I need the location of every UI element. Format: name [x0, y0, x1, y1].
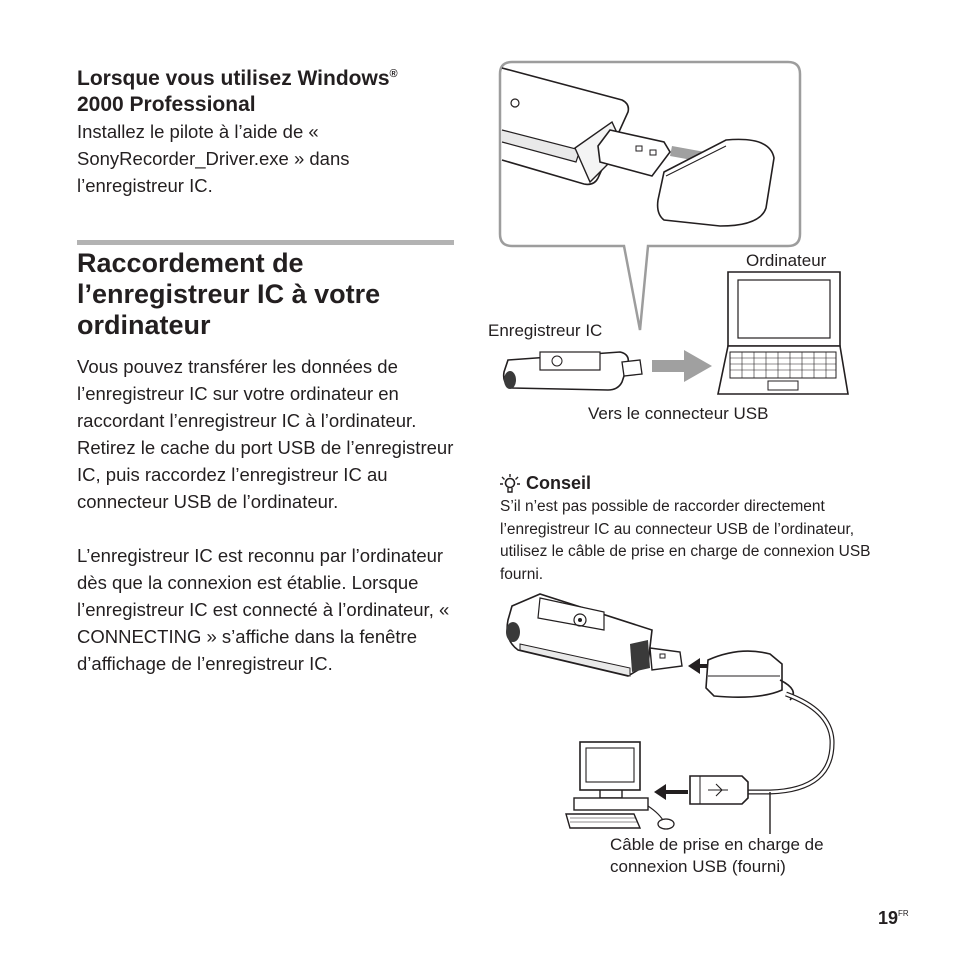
label-cable	[610, 834, 824, 878]
section-title-line2: l’enregistreur IC à votre	[77, 279, 381, 309]
subsection-title-line2: 2000 Professional	[77, 93, 256, 116]
page-lang: FR	[898, 909, 909, 918]
label-cable-line1: Câble de prise en charge de	[610, 835, 824, 854]
page-number	[878, 908, 909, 929]
tip-title: Conseil	[526, 473, 592, 493]
label-recorder: Enregistreur IC	[488, 321, 603, 340]
label-cable-line2: connexion USB (fourni)	[610, 857, 786, 876]
section-title-line1: Raccordement de	[77, 248, 304, 278]
label-usb-connector: Vers le connecteur USB	[588, 404, 769, 423]
tip-body: S’il n’est pas possible de raccorder directement l’enregistreur IC au connecteur USB de l’ordinateur, utilisez le câble de prise en charge de connexion USB fourni.	[500, 498, 871, 583]
label-computer: Ordinateur	[746, 251, 827, 270]
section-body-p1: Vous pouvez transférer les données de l’enregistreur IC sur votre ordinateur en raccordant l’enregistreur IC à l’ordinateur. Retirez le cache du port USB de l’enregistreur IC, puis raccordez l’enregistreur IC au connecteur USB de l’ordinateur.	[77, 356, 454, 512]
subsection-body: Installez le pilote à l’aide de « SonyRecorder_Driver.exe » dans l’enregistreur IC.	[77, 121, 350, 196]
subsection-title-line1: Lorsque vous utilisez Windows	[77, 67, 390, 90]
page-number-value: 19	[878, 908, 899, 928]
section-title-line3: ordinateur	[77, 310, 211, 340]
section-body-p2: L’enregistreur IC est reconnu par l’ordinateur dès que la connexion est établie. Lorsque l’enregistreur IC est connecté à l’ordinateur, « CONNECTING » s’affiche dans la fenêtre d’affichage de l’enregistreur IC.	[77, 545, 450, 674]
registered-mark: ®	[389, 68, 398, 80]
